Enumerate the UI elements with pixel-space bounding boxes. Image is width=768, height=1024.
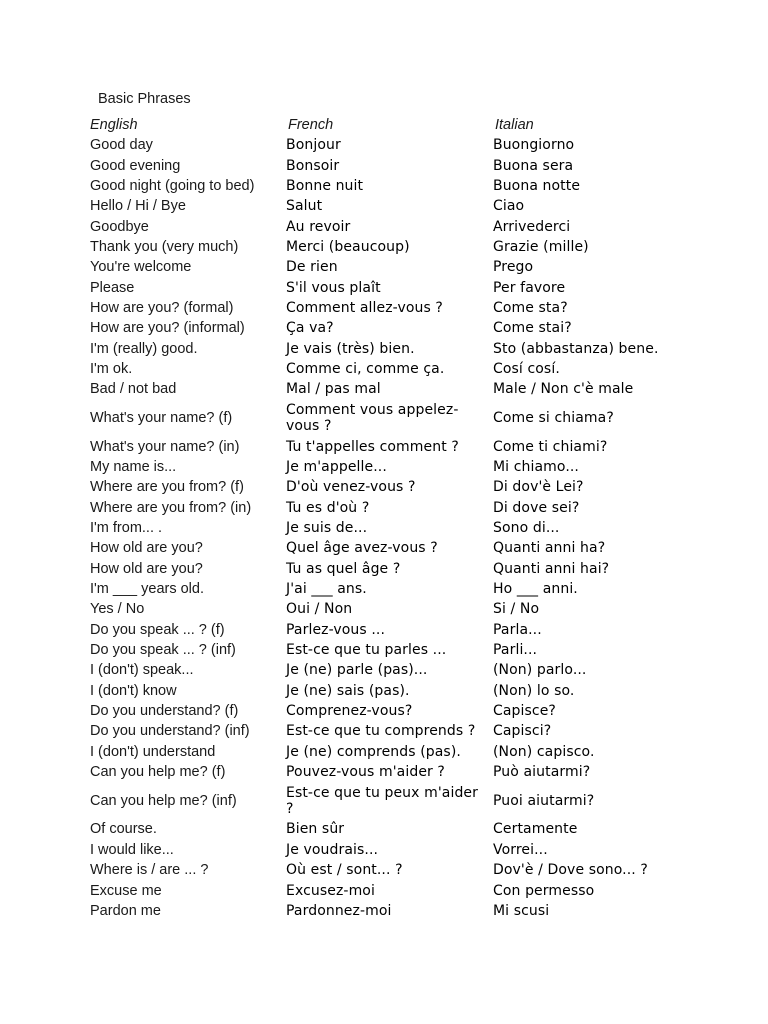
phrase-french: Comme ci, comme ça. (286, 360, 445, 377)
phrase-french: Mal / pas mal (286, 381, 381, 398)
phrase-english: Can you help me? (f) (90, 764, 226, 781)
phrase-italian: Come stai? (493, 320, 572, 337)
phrase-english: How are you? (formal) (90, 299, 234, 316)
table-row (86, 216, 691, 236)
phrase-english: I'm ___ years old. (90, 581, 204, 598)
phrase-italian: Di dov'è Lei? (493, 479, 584, 496)
phrase-french: Tu as quel âge ? (286, 560, 401, 577)
phrase-english: Thank you (very much) (90, 238, 239, 255)
phrase-italian: Come si chiama? (493, 409, 614, 426)
table-row (86, 681, 691, 701)
phrase-italian: Sto (abbastanza) bene. (493, 340, 659, 357)
phrase-french: Bonne nuit (286, 177, 364, 194)
phrase-english: You're welcome (90, 259, 192, 276)
phrase-english: I'm ok. (90, 360, 133, 377)
phrase-italian: Certamente (493, 821, 578, 838)
phrase-italian: Vorrei... (493, 841, 548, 858)
table-row (86, 338, 691, 358)
phrase-english: I would like... (90, 841, 174, 858)
table-row (86, 155, 691, 175)
phrase-italian: Sono di... (493, 520, 560, 537)
phrase-english: My name is... (90, 458, 177, 475)
table-row (86, 196, 691, 216)
phrase-italian: Male / Non c'è male (493, 381, 634, 398)
phrase-italian: Capisce? (493, 703, 556, 720)
phrase-french: D'où venez-vous ? (286, 479, 416, 496)
table-row (86, 518, 691, 538)
table-row (86, 721, 691, 741)
phrase-italian: Capisci? (493, 723, 552, 740)
phrase-english: Where are you from? (in) (90, 499, 252, 516)
phrase-italian: Buona sera (493, 157, 574, 174)
phrase-french: Oui / Non (286, 601, 353, 618)
table-row (86, 457, 691, 477)
phrase-french: Excusez-moi (286, 882, 375, 899)
phrase-italian: (Non) lo so. (493, 682, 575, 699)
phrase-french: J'ai ___ ans. (286, 581, 367, 598)
phrase-italian: Prego (493, 259, 534, 276)
phrase-french: Comprenez-vous? (286, 703, 413, 720)
table-row (86, 620, 691, 640)
phrase-english: Do you speak ... ? (inf) (90, 642, 236, 659)
phrase-english: I (don't) speak... (90, 662, 194, 679)
phrase-english: How old are you? (90, 540, 203, 557)
phrase-english: Goodbye (90, 218, 149, 235)
table-row (86, 318, 691, 338)
phrase-french: Tu t'appelles comment ? (286, 438, 459, 455)
phrase-english: Bad / not bad (90, 381, 177, 398)
phrase-french: Je voudrais... (286, 841, 379, 858)
phrase-english: Good day (90, 137, 153, 154)
table-row (86, 860, 691, 880)
phrase-french: S'il vous plaît (286, 279, 381, 296)
table-row (86, 579, 691, 599)
phrase-french: Est-ce que tu comprends ? (286, 723, 476, 740)
table-row (86, 640, 691, 660)
phrase-italian: Cosí cosí. (493, 360, 560, 377)
phrase-english: Do you understand? (inf) (90, 723, 250, 740)
phrase-french: Je (ne) parle (pas)... (286, 662, 428, 679)
phrase-french: Comment allez-vous ? (286, 299, 443, 316)
phrase-english: I'm from... . (90, 520, 163, 537)
phrase-english: Excuse me (90, 882, 162, 899)
table-row (86, 379, 691, 399)
phrase-table (86, 115, 691, 921)
phrase-french: Ça va? (286, 320, 334, 337)
phrase-english: Where is / are ... ? (90, 862, 209, 879)
phrase-italian: Buongiorno (493, 137, 575, 154)
table-row (86, 359, 691, 379)
table-row (86, 477, 691, 497)
table-row (86, 498, 691, 518)
phrase-french: Bonjour (286, 137, 341, 154)
phrase-table-body (86, 135, 691, 921)
table-row (86, 599, 691, 619)
phrase-french: Je vais (très) bien. (286, 340, 415, 357)
phrase-italian: Mi scusi (493, 902, 550, 919)
phrase-french: Comment vous appelez-vous ? (286, 401, 459, 434)
phrase-italian: Parla... (493, 621, 542, 638)
phrase-french: Salut (286, 198, 323, 215)
table-row (86, 176, 691, 196)
phrase-french: Je (ne) comprends (pas). (286, 743, 461, 760)
header-french: French (288, 117, 334, 133)
phrase-english: What's your name? (f) (90, 409, 233, 426)
header-english: English (90, 117, 138, 133)
page-title: Basic Phrases (98, 91, 191, 107)
table-row (86, 782, 691, 819)
table-row (86, 277, 691, 297)
phrase-english: I'm (really) good. (90, 340, 198, 357)
phrase-french: Est-ce que tu parles ... (286, 642, 447, 659)
phrase-french: Est-ce que tu peux m'aider ? (286, 784, 478, 817)
table-row (86, 298, 691, 318)
phrase-french: Bien sûr (286, 821, 345, 838)
phrase-french: Parlez-vous ... (286, 621, 385, 638)
phrase-french: Tu es d'où ? (286, 499, 370, 516)
phrase-italian: Quanti anni ha? (493, 540, 606, 557)
phrase-english: Good evening (90, 157, 181, 174)
phrase-french: Quel âge avez-vous ? (286, 540, 438, 557)
table-row (86, 135, 691, 155)
phrase-italian: Buona notte (493, 177, 581, 194)
phrase-english: Please (90, 279, 135, 296)
phrase-french: Je m'appelle... (286, 458, 387, 475)
phrase-english: How old are you? (90, 560, 203, 577)
phrase-italian: (Non) capisco. (493, 743, 595, 760)
phrase-italian: Dov'è / Dove sono... ? (493, 862, 648, 879)
phrase-english: What's your name? (in) (90, 438, 240, 455)
phrase-french: Je suis de... (286, 520, 368, 537)
phrase-english: Do you understand? (f) (90, 703, 239, 720)
phrase-italian: Con permesso (493, 882, 595, 899)
phrase-italian: Puoi aiutarmi? (493, 792, 595, 809)
phrase-english: Of course. (90, 821, 157, 838)
phrase-french: Au revoir (286, 218, 351, 235)
phrase-french: Pouvez-vous m'aider ? (286, 764, 445, 781)
phrase-french: De rien (286, 259, 338, 276)
table-row (86, 559, 691, 579)
phrase-french: Bonsoir (286, 157, 340, 174)
table-row (86, 701, 691, 721)
table-row (86, 237, 691, 257)
phrase-italian: Grazie (mille) (493, 238, 589, 255)
table-row (86, 762, 691, 782)
phrase-italian: Può aiutarmi? (493, 764, 591, 781)
table-row (86, 819, 691, 839)
phrase-french: Pardonnez-moi (286, 902, 392, 919)
table-row (86, 742, 691, 762)
phrase-italian: Mi chiamo... (493, 458, 579, 475)
phrase-english: How are you? (informal) (90, 320, 245, 337)
phrase-italian: Si / No (493, 601, 540, 618)
phrase-french: Où est / sont... ? (286, 862, 403, 879)
phrase-english: I (don't) understand (90, 743, 216, 760)
phrase-italian: Ciao (493, 198, 525, 215)
phrase-french: Merci (beaucoup) (286, 238, 410, 255)
phrase-english: Can you help me? (inf) (90, 792, 237, 809)
phrase-english: Where are you from? (f) (90, 479, 244, 496)
table-row (86, 880, 691, 900)
table-row (86, 436, 691, 456)
phrase-italian: Parli... (493, 642, 538, 659)
table-row (86, 257, 691, 277)
phrase-italian: Come sta? (493, 299, 568, 316)
phrase-french: Je (ne) sais (pas). (286, 682, 410, 699)
phrase-english: Good night (going to bed) (90, 177, 255, 194)
phrase-italian: Ho ___ anni. (493, 581, 578, 598)
table-row (86, 840, 691, 860)
phrase-italian: Quanti anni hai? (493, 560, 610, 577)
phrase-english: Yes / No (90, 601, 145, 618)
phrase-italian: Arrivederci (493, 218, 571, 235)
phrase-english: I (don't) know (90, 682, 177, 699)
header-italian: Italian (495, 117, 534, 133)
phrase-italian: (Non) parlo... (493, 662, 587, 679)
table-row (86, 660, 691, 680)
table-row (86, 901, 691, 921)
phrase-english: Pardon me (90, 902, 161, 919)
header-row (86, 115, 691, 135)
phrase-italian: Come ti chiami? (493, 438, 608, 455)
phrase-english: Do you speak ... ? (f) (90, 621, 225, 638)
table-row (86, 538, 691, 558)
phrase-italian: Di dove sei? (493, 499, 580, 516)
phrase-italian: Per favore (493, 279, 566, 296)
table-row (86, 399, 691, 436)
phrase-english: Hello / Hi / Bye (90, 198, 186, 215)
